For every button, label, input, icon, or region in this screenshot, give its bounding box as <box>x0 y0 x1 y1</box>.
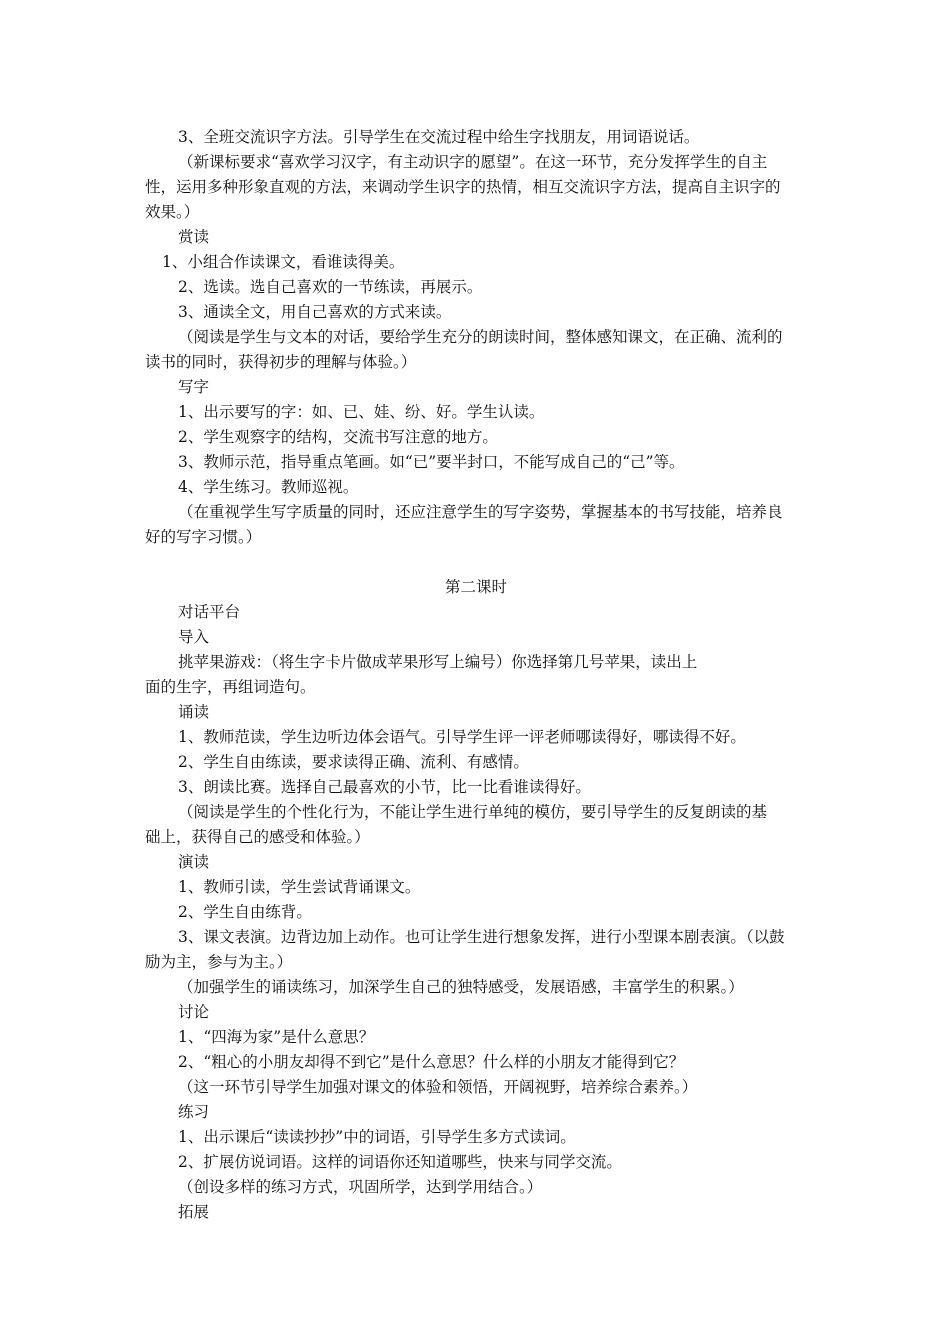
text-line: 1、教师范读，学生边听边体会语气。引导学生评一评老师哪读得好，哪读得不好。 <box>178 728 746 746</box>
text-line: 励为主，参与为主。） <box>145 953 293 971</box>
section-heading: 演读 <box>178 853 210 871</box>
section-heading: 对话平台 <box>178 603 241 621</box>
text-line: （加强学生的诵读练习，加深学生自己的独特感受，发展语感，丰富学生的积累。） <box>178 978 744 996</box>
text-line: 3、教师示范，指导重点笔画。如“已”要半封口，不能写成自己的“己”等。 <box>178 453 685 471</box>
text-line: 3、全班交流识字方法。引导学生在交流过程中给生字找朋友，用词语说话。 <box>178 128 700 146</box>
text-line: 2、选读。选自己喜欢的一节练读，再展示。 <box>178 278 483 296</box>
section-heading: 诵读 <box>178 703 210 721</box>
section-heading: 拓展 <box>178 1203 210 1221</box>
lesson-title: 第二课时 <box>444 578 507 596</box>
text-line: （阅读是学生的个性化行为，不能让学生进行单纯的模仿，要引导学生的反复朗读的基 <box>178 803 768 821</box>
text-line: （这一环节引导学生加强对课文的体验和领悟，开阔视野，培养综合素养。） <box>178 1078 698 1096</box>
text-line: 础上，获得自己的感受和体验。） <box>145 828 370 846</box>
text-line: 效果。） <box>145 203 200 221</box>
text-line: 3、朗读比赛。选择自己最喜欢的小节，比一比看谁读得好。 <box>178 778 591 796</box>
text-line: 2、学生自由练背。 <box>178 903 312 921</box>
text-line: 挑苹果游戏：（将生字卡片做成苹果形写上编号）你选择第几号苹果，读出上 <box>178 653 698 671</box>
section-heading: 写字 <box>178 378 210 396</box>
section-heading: 赏读 <box>178 228 210 246</box>
text-line: 读书的同时，获得初步的理解与体验。） <box>145 353 417 371</box>
text-line: 1、出示课后“读读抄抄”中的词语，引导学生多方式读词。 <box>178 1128 576 1146</box>
text-line: 1、“四海为家”是什么意思？ <box>178 1028 375 1046</box>
text-line: 好的写字习惯。） <box>145 528 262 546</box>
text-line: 2、学生观察字的结构，交流书写注意的地方。 <box>178 428 498 446</box>
text-line: 1、教师引读，学生尝试背诵课文。 <box>178 878 421 896</box>
text-line: 面的生字，再组词造句。 <box>145 678 316 696</box>
text-line: 2、学生自由练读，要求读得正确、流利、有感情。 <box>178 753 529 771</box>
text-line: 3、通读全文，用自己喜欢的方式来读。 <box>178 303 452 321</box>
text-line: （新课标要求“喜欢学习汉字，有主动识字的愿望”。在这一环节，充分发挥学生的自主 <box>178 153 768 171</box>
text-line: （创设多样的练习方式，巩固所学，达到学用结合。） <box>178 1178 543 1196</box>
text-line: 2、扩展仿说词语。这样的词语你还知道哪些，快来与同学交流。 <box>178 1153 622 1171</box>
section-heading: 导入 <box>178 628 210 646</box>
text-line: 1、小组合作读课文，看谁读得美。 <box>162 253 405 271</box>
text-line: 性，运用多种形象直观的方法，来调动学生识字的热情，相互交流识字方法，提高自主识字的 <box>145 178 781 196</box>
text-line: 2、“粗心的小朋友却得不到它”是什么意思？什么样的小朋友才能得到它？ <box>178 1053 685 1071</box>
text-line: 4、学生练习。教师巡视。 <box>178 478 359 496</box>
section-heading: 练习 <box>178 1103 210 1121</box>
text-line: （阅读是学生与文本的对话，要给学生充分的朗读时间，整体感知课文，在正确、流利的 <box>178 328 783 346</box>
text-line: 1、出示要写的字：如、已、娃、纷、好。学生认读。 <box>178 403 545 421</box>
text-line: （在重视学生写字质量的同时，还应注意学生的写字姿势，掌握基本的书写技能，培养良 <box>178 503 783 521</box>
text-line: 3、课文表演。边背边加上动作。也可让学生进行想象发挥，进行小型课本剧表演。（以鼓 <box>178 928 785 946</box>
section-heading: 讨论 <box>178 1003 210 1021</box>
